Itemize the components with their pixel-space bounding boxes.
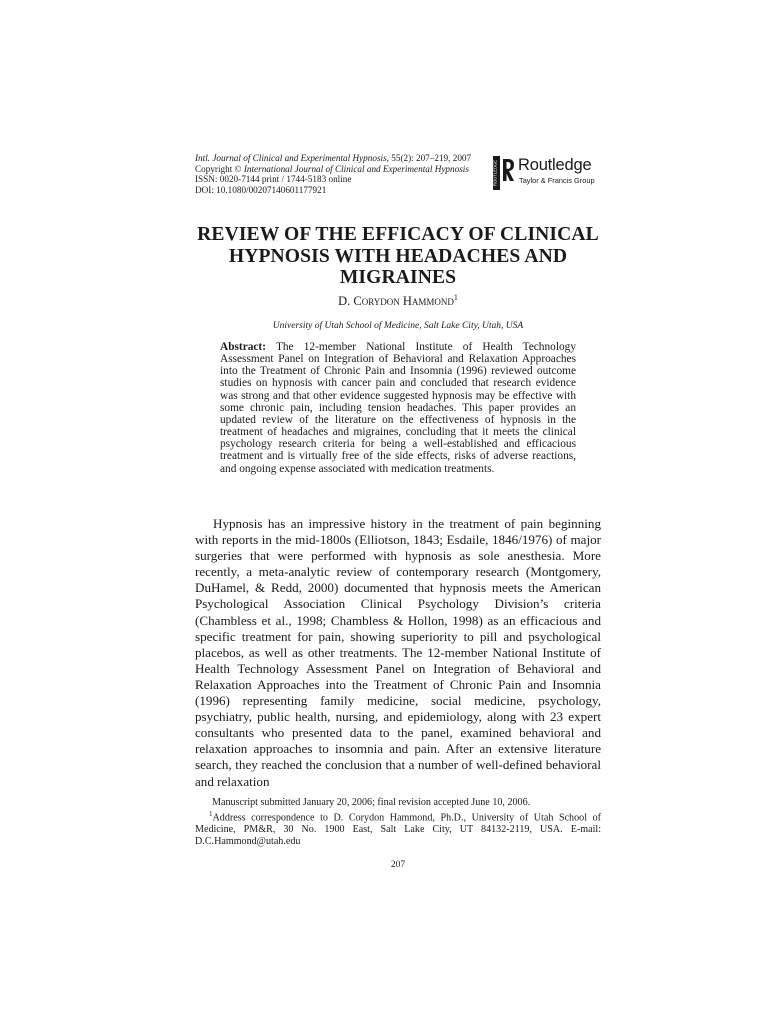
correspondence-address: Address correspondence to D. Corydon Hammond, Ph.D., University of Utah School of Medicine, PM&R, 30 No. 1900 East, Salt Lake City, UT 84132-2119, USA. E-mail: D.C.Hammond@utah.edu — [195, 812, 601, 848]
journal-metadata — [195, 153, 485, 195]
footnote-mark: 1 — [209, 809, 213, 818]
copyright-line — [195, 164, 485, 175]
author-last-initial: H — [399, 294, 412, 309]
issn-line: ISSN: 0020-7144 print / 1744-5183 online — [195, 174, 352, 185]
footnotes — [195, 797, 601, 848]
svg-text:ROUTLEDGE: ROUTLEDGE — [493, 159, 498, 187]
submission-note: Manuscript submitted January 20, 2006; final revision accepted June 10, 2006. — [212, 797, 531, 808]
publisher-logo — [493, 156, 613, 190]
abstract-text: The 12-member National Institute of Health Technology Assessment Panel on Integration of Behavioral and Relaxation Approaches into the Treatment of Chronic Pain and Insomnia (1996) reviewed outcome studies on hypnosis with cancer pain and concluded that research evidence was strong and that other evidence suggested hypnosis may be effective with some chronic pain, including tension headaches. This paper provides an updated review of the literature on the effectiveness of hypnosis in the treatment of headaches and migraines, concluding that it meets the clinical psychology research criteria for being a well-established and efficacious treatment and is virtually free of the side effects, risks of adverse reactions, and ongoing expense associated with medication treatments. — [220, 341, 576, 475]
page-number: 207 — [390, 860, 406, 870]
correspondence-note — [195, 809, 601, 848]
author-last-name: ammond — [411, 294, 454, 309]
author-initial: D. C — [338, 294, 362, 309]
journal-citation — [195, 153, 485, 164]
publisher-subtitle: Taylor & Francis Group — [519, 176, 595, 185]
journal-volume-pages: , 55(2): 207–219, 2007 — [386, 153, 472, 163]
journal-name: Intl. Journal of Clinical and Experimental Hypnosis — [195, 153, 387, 163]
doi-line: DOI: 10.1080/00207140601177921 — [195, 184, 327, 195]
routledge-r-mark-icon — [493, 156, 515, 190]
abstract-label: Abstract: — [220, 341, 266, 353]
copyright-holder: International Journal of Clinical and Experimental Hypnosis — [243, 163, 469, 174]
publisher-name: Routledge — [518, 156, 592, 174]
author-affiliation: University of Utah School of Medicine, Salt Lake City, Utah, USA — [272, 321, 524, 331]
author-first-name: orydon — [361, 294, 400, 309]
author-line — [195, 293, 601, 309]
article-title: REVIEW OF THE EFFICACY OF CLINICAL HYPNOSIS WITH HEADACHES AND MIGRAINES — [197, 224, 599, 288]
author-footnote-mark: 1 — [453, 293, 458, 302]
body-paragraph: Hypnosis has an impressive history in the treatment of pain beginning with reports in the mid-1800s (Elliotson, 1843; Esdaile, 1846/1976) of major surgeries that were performed with hypnosis as sole anesthesia. More recently, a meta-analytic review of contemporary research (Montgomery, DuHamel, & Redd, 2000) documented that hypnosis meets the American Psychological Association Clinical Psychology Division’s criteria (Chambless et al., 1998; Chambless & Hollon, 1998) as an efficacious and specific treatment for pain, showing superiority to pill and psychological placebos, as well as other treatments. The 12-member National Institute of Health Technology Assessment Panel on Integration of Behavioral and Relaxation Approaches into the Treatment of Chronic Pain and Insomnia (1996) representing family medicine, social medicine, psychology, psychiatry, public health, nursing, and epidemiology, along with 23 expert consultants who presented data to the panel, examined behavioral and relaxation approaches to insomnia and pain. After an extensive literature search, they reached the conclusion that a number of well-defined behavioral and relaxation — [195, 516, 601, 789]
copyright-prefix: Copyright © — [195, 163, 244, 174]
abstract — [220, 341, 576, 475]
